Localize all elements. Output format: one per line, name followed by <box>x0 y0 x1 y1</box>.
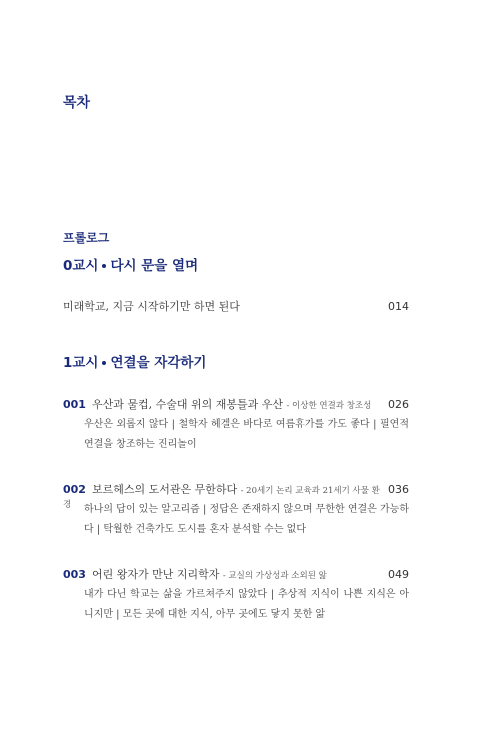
toc-entry-prologue[interactable] <box>63 298 409 314</box>
entry-page-number: 014 <box>388 300 409 313</box>
bullet-dot-icon <box>102 264 106 268</box>
entry-number: 001 <box>63 398 86 411</box>
lesson-title: 다시 문을 열며 <box>110 258 199 274</box>
section-label-prologue: 프롤로그 <box>63 231 110 245</box>
entry-subtitle: - 이상한 연결과 창조성 <box>286 401 372 411</box>
entry-number: 003 <box>63 568 86 581</box>
bullet-dot-icon <box>102 361 106 365</box>
toc-entry-001[interactable] <box>63 396 409 412</box>
entry-summary: 우산은 외롭지 않다 | 철학자 헤겔은 바다로 여름휴가를 가도 좋다 | 필연적 연결을 창조하는 진리놀이 <box>84 419 409 450</box>
entry-subtitle: - 교실의 가상성과 소외된 앎 <box>222 571 327 581</box>
entry-page-number: 049 <box>388 568 409 581</box>
lesson-heading-0 <box>63 254 198 274</box>
entry-page-number: 026 <box>388 398 409 411</box>
entry-summary: 하나의 답이 있는 알고리즘 | 정답은 존재하지 않으며 무한한 연결은 가능하다 | 탁월한 건축가도 도시를 혼자 분석할 수는 없다 <box>84 504 409 535</box>
entry-title: 어린 왕자가 만난 지리학자 <box>91 568 220 581</box>
page-title: 목차 <box>63 95 91 111</box>
entry-title: 우산과 물컵, 수술대 위의 재봉틀과 우산 <box>91 398 283 411</box>
lesson-heading-1 <box>63 351 206 371</box>
entry-number: 002 <box>63 483 86 496</box>
toc-entry-003[interactable] <box>63 566 409 582</box>
entry-summary: 내가 다닌 학교는 삶을 가르쳐주지 않았다 | 추상적 지식이 나쁜 지식은 아니지만 | 모든 곳에 대한 지식, 아무 곳에도 닿지 못한 앎 <box>84 589 409 620</box>
entry-title: 미래학교, 지금 시작하기만 하면 된다 <box>63 300 240 313</box>
entry-subtitle: - 20세기 논리 교육과 21세기 사물 환경 <box>63 486 380 510</box>
entry-page-number: 036 <box>388 483 409 496</box>
lesson-number: 0교시 <box>63 258 99 274</box>
entry-title: 보르헤스의 도서관은 무한하다 <box>91 483 238 496</box>
lesson-title: 연결을 자각하기 <box>110 355 207 371</box>
lesson-number: 1교시 <box>63 355 99 371</box>
